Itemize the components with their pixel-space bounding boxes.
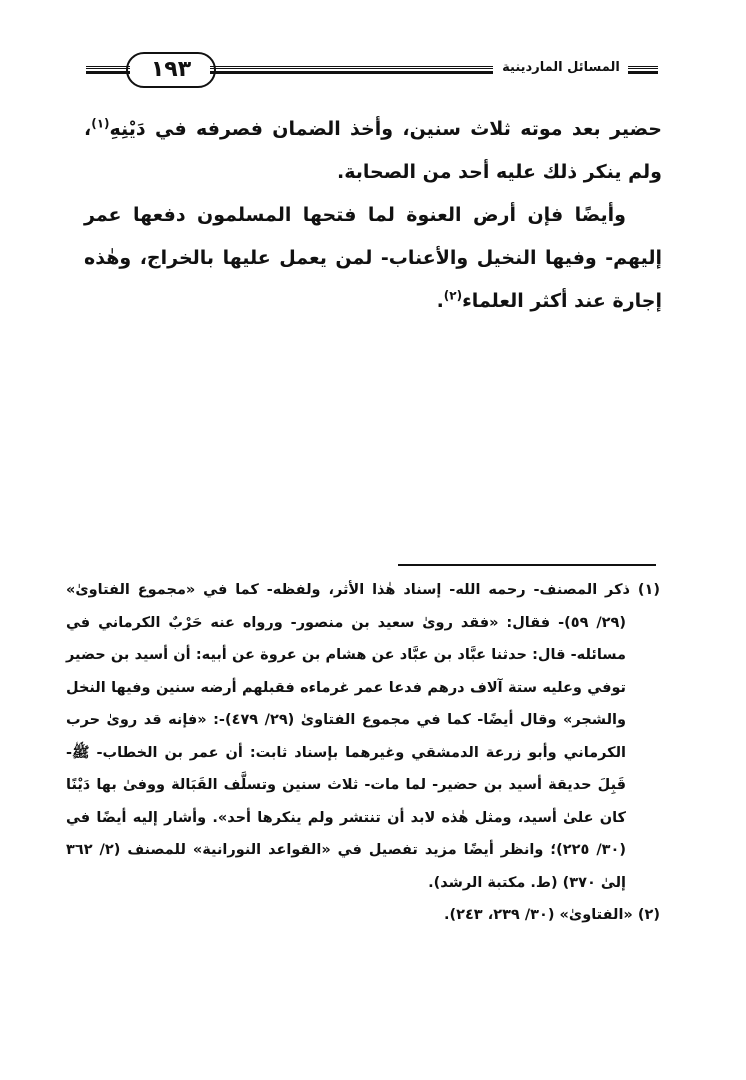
paragraph-2-tail: . xyxy=(436,290,444,312)
main-body xyxy=(84,108,662,323)
footnotes xyxy=(66,574,660,932)
footnote-1-text: ذكر المصنف- رحمه الله- إسناد هٰذا الأثر، ولفظه- كما في «مجموع الفتاوىٰ» (٢٩/ ٥٩)- فقال: «فقد روىٰ سعيد بن منصور- ورواه عنه حَرْبٌ الكرماني في مسائله- قال: حدثنا عبَّاد بن عبَّاد عن هشام بن عروة عن أبيه: أن أسيد بن حضير توفي وعليه ستة آلاف درهم فدعا عمر غرماءه فقبلهم أرضه سنين وفيها النخل والشجر» وقال أيضًا- كما في مجموع الفتاوىٰ (٢٩/ ٤٧٩)-: «فإنه قد روىٰ حرب الكرماني وأبو زرعة الدمشقي وغيرهما بإسناد ثابت: أن عمر بن الخطاب- ﷺ- قَبِلَ حديقة أسيد بن حضير- لما مات- ثلاث سنين وتسلَّف القَبَالة ووفىٰ بها دَيْنًا كان علىٰ أسيد، ومثل هٰذه لابد أن تنتشر ولم ينكرها أحد». وأشار إليه أيضًا في (٣٠/ ٢٢٥)؛ وانظر أيضًا مزيد تفصيل في «القواعد النورانية» للمصنف (٢/ ٣٦٢ إلىٰ ٣٧٠) (ط. مكتبة الرشد). xyxy=(66,582,630,891)
footnote-ref-1: (١) xyxy=(91,116,110,131)
header-rule-right xyxy=(628,66,658,74)
paragraph-1 xyxy=(84,108,662,194)
page-number: ١٩٣ xyxy=(126,52,216,88)
paragraph-2 xyxy=(84,194,662,323)
paragraph-2-text: وأيضًا فإن أرض العنوة لما فتحها المسلمون دفعها عمر إليهم- وفيها النخيل والأعناب- لمن يعمل عليها بالخراج، وهٰذه إجارة عند أكثر العلماء xyxy=(84,204,662,312)
running-title: المسائل الماردينية xyxy=(502,60,620,75)
header-rule-left xyxy=(86,66,130,74)
footnote-1-number: (١) xyxy=(637,582,660,598)
header-rule-middle xyxy=(210,66,493,74)
paragraph-1-tail: ، ولم ينكر ذلك عليه أحد من الصحابة. xyxy=(84,118,662,183)
footnote-ref-2: (٢) xyxy=(443,288,463,303)
page-header xyxy=(86,50,658,90)
footnote-2-number: (٢) xyxy=(637,907,660,923)
footnote-2-text: «الفتاوىٰ» (٣٠/ ٢٣٩، ٢٤٣). xyxy=(443,907,633,923)
footnote-1 xyxy=(66,574,660,899)
footnote-separator xyxy=(398,564,656,566)
footnote-2 xyxy=(66,899,660,932)
paragraph-1-text: حضير بعد موته ثلاث سنين، وأخذ الضمان فصرفه في دَيْنِهِ xyxy=(109,118,662,140)
